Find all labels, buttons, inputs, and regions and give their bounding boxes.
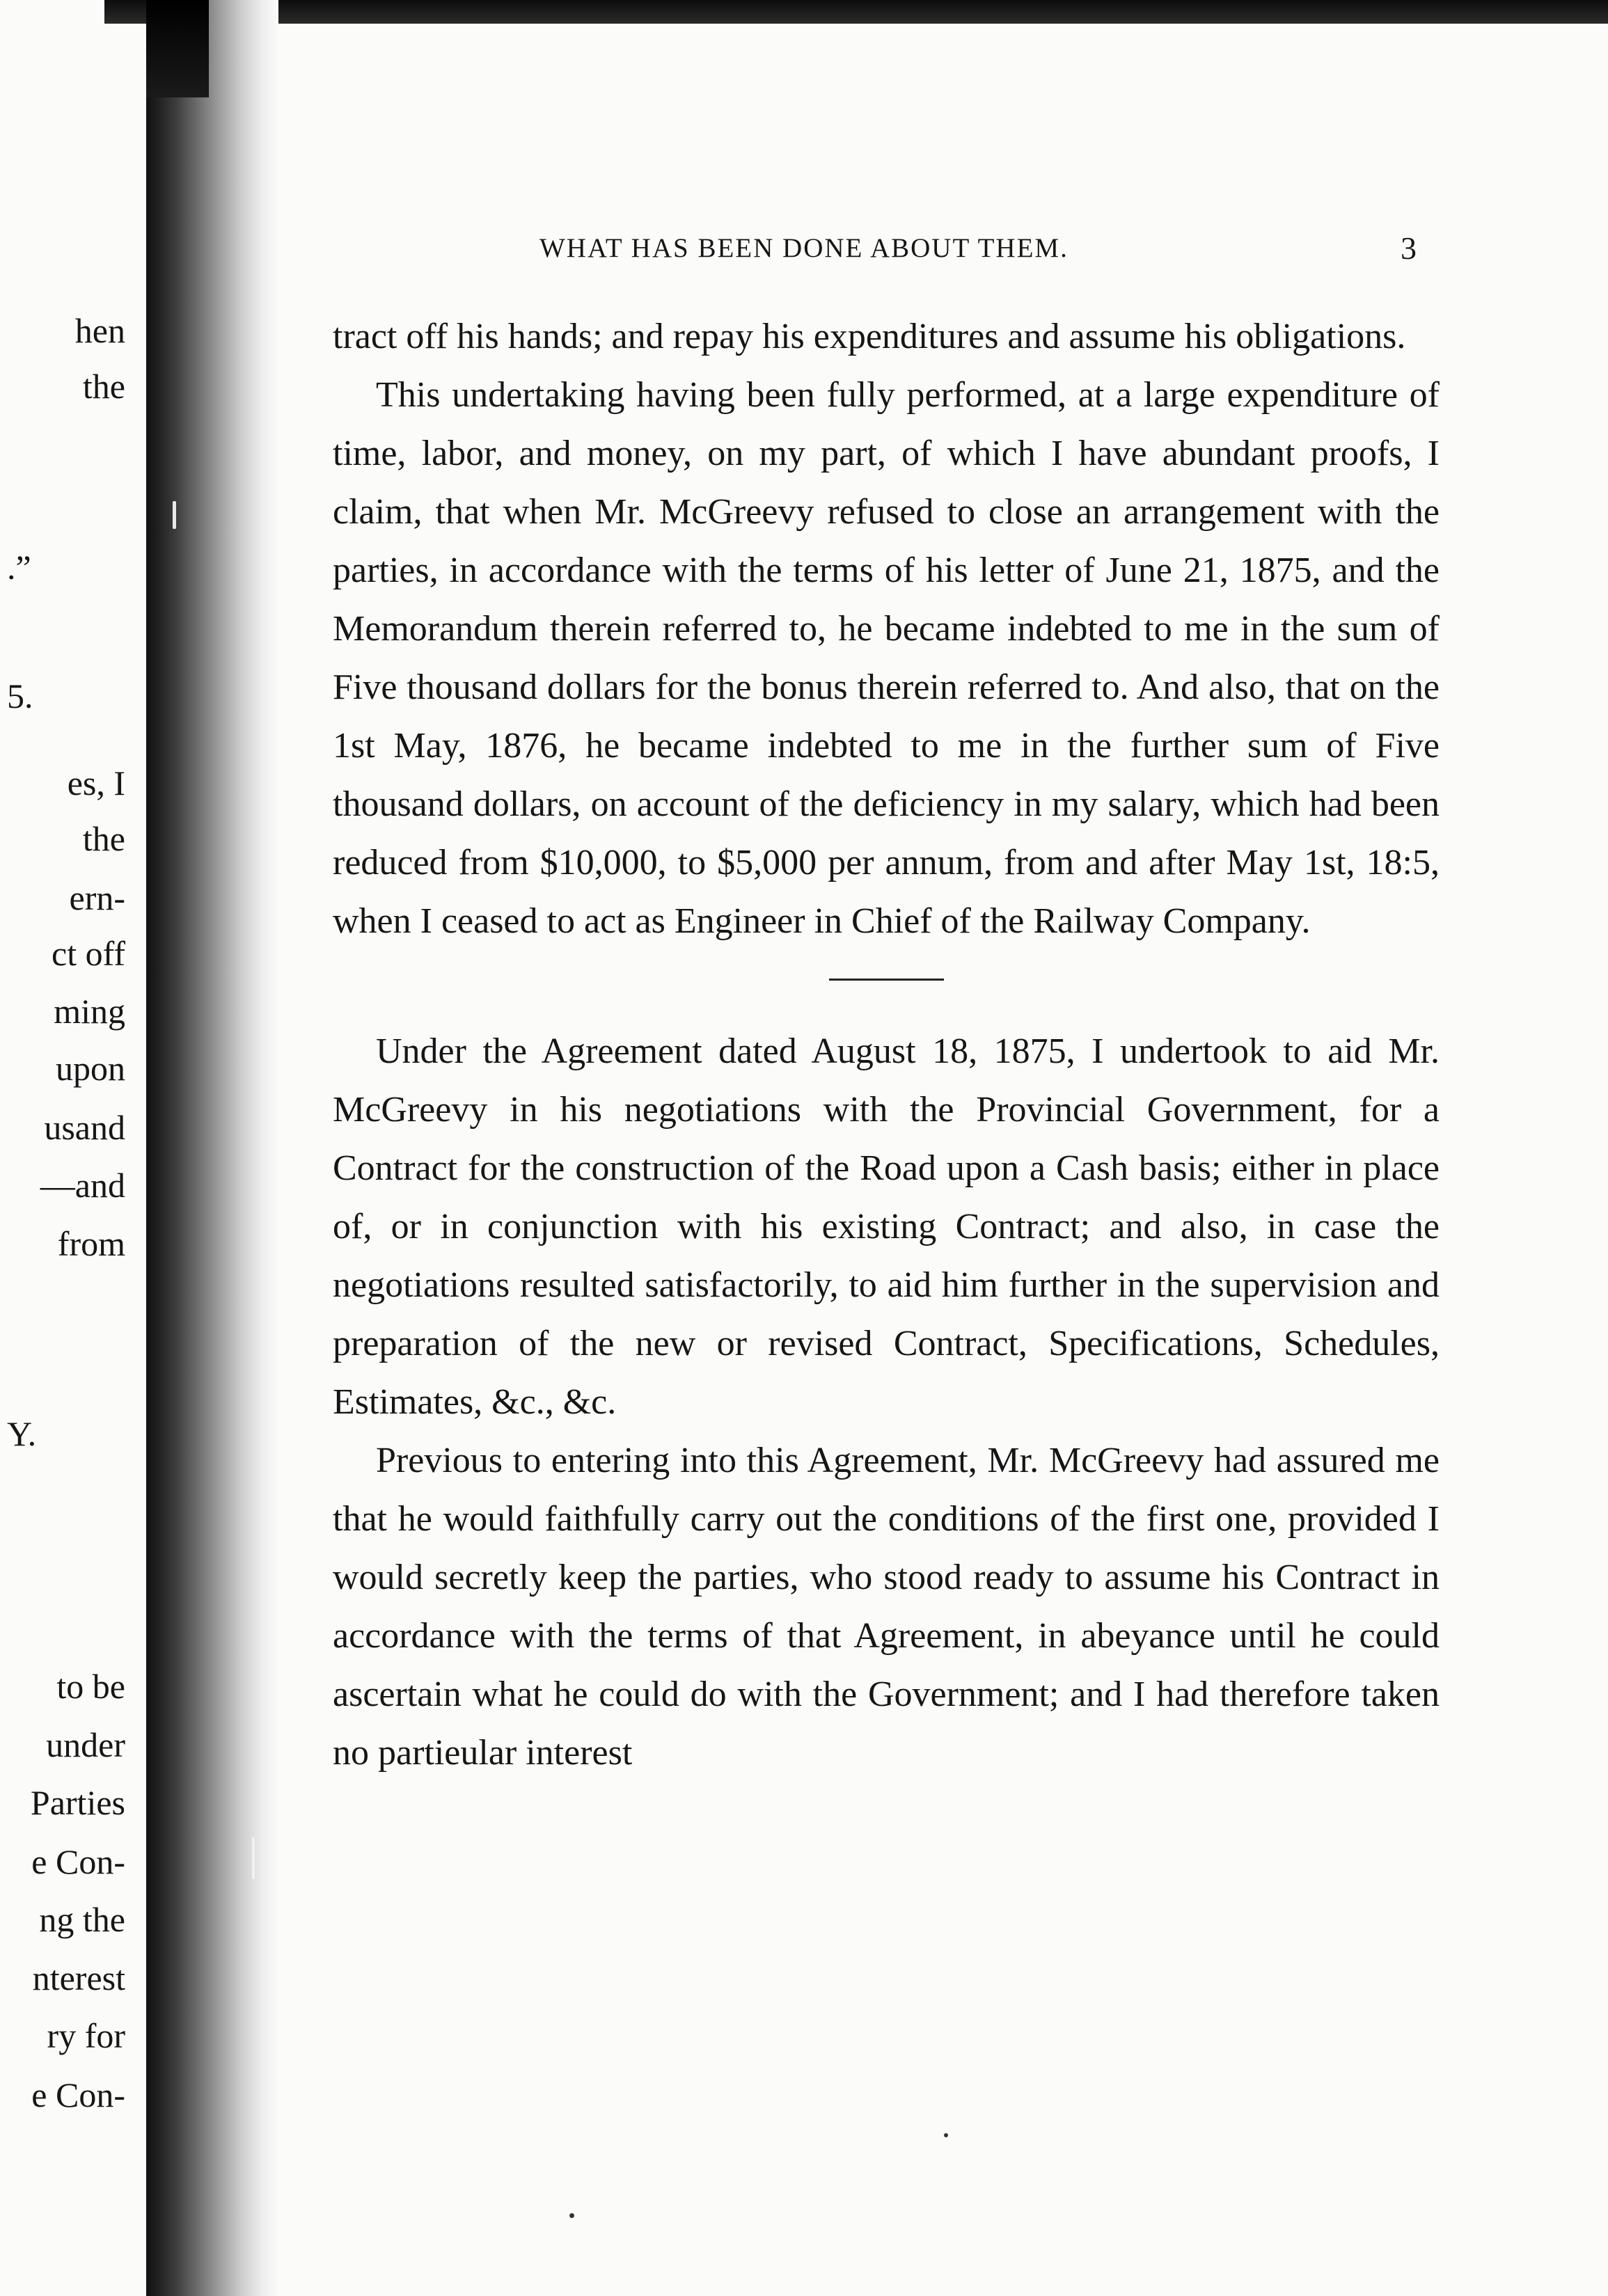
left-fragment: the	[82, 819, 125, 858]
left-fragment: to be	[56, 1667, 125, 1706]
scan-mark	[252, 1837, 255, 1879]
left-fragment: ct off	[52, 934, 125, 973]
left-fragment: ry for	[47, 2016, 125, 2055]
scan-mark	[173, 501, 176, 529]
left-fragment: from	[57, 1224, 125, 1263]
left-fragment: Y.	[7, 1414, 37, 1453]
scan-speck	[569, 2213, 574, 2218]
top-edge-shadow	[104, 0, 1608, 24]
left-fragment: ming	[54, 992, 125, 1031]
left-fragment: —and	[40, 1166, 125, 1205]
paragraph: Under the Agreement dated August 18, 1875, I undertook to aid Mr. McGreevy in his negotiations with the Provincial Government, for a Contract for the construction of the Road upon a Cash basis; either in place of, or in conjunction with his existing Contract; and also, in case the negotiations resulted satisfactorily, to aid him further in the supervision and preparation of the new or revised Contract, Specifications, Schedules, Estimates, &c., &c.	[333, 1031, 1440, 1422]
left-fragment: hen	[74, 311, 125, 350]
left-fragment: .”	[7, 548, 31, 587]
left-fragment: Parties	[30, 1783, 125, 1822]
left-fragment: usand	[44, 1108, 125, 1147]
paragraph: tract off his hands; and repay his expenditures and assume his obligations.	[333, 317, 1406, 356]
left-fragment: under	[46, 1725, 125, 1764]
scan-speck	[944, 2133, 948, 2137]
page-number: 3	[1401, 230, 1417, 266]
left-fragment: ng the	[39, 1900, 125, 1939]
left-fragment: upon	[56, 1049, 125, 1088]
binding-gutter-shadow	[146, 0, 278, 2296]
body-text	[333, 308, 1440, 1782]
left-fragment: 5.	[7, 676, 33, 715]
paragraph: This undertaking having been fully performed, at a large expenditure of time, labor, and money, on my part, of which I have abundant proofs, I claim, that when Mr. McGreevy refused to close an arrangement with the parties, in accordance with the terms of his letter of June 21, 1875, and the Memorandum therein referred to, he became indebted to me in the sum of Five thousand dollars for the bonus therein referred to. And also, that on the 1st May, 1876, he became indebted to me in the further sum of Five thousand dollars, on account of the deficiency in my salary, which had been reduced from $10,000, to $5,000 per annum, from and after May 1st, 18:5, when I ceased to act as Engineer in Chief of the Railway Company.	[333, 375, 1440, 941]
paragraph: Previous to entering into this Agreement, Mr. McGreevy had assured me that he would faithfully carry out the conditions of the first one, provided I would secretly keep the parties, who stood ready to assume his Contract in accordance with the terms of that Agreement, in abeyance until he could ascertain what he could do with the Government; and I had therefore taken no partieular interest	[333, 1441, 1440, 1773]
left-fragment: the	[82, 367, 125, 406]
left-fragment: e Con-	[31, 2075, 125, 2114]
left-fragment: nterest	[32, 1958, 125, 1997]
left-fragment: es, I	[67, 763, 125, 802]
left-fragment: ern-	[69, 878, 125, 917]
gutter-dark-corner	[146, 0, 209, 97]
left-fragment: e Con-	[31, 1842, 125, 1881]
section-divider	[829, 979, 944, 981]
left-page-fragment	[0, 0, 146, 2296]
running-head: WHAT HAS BEEN DONE ABOUT THEM.	[539, 233, 1069, 263]
